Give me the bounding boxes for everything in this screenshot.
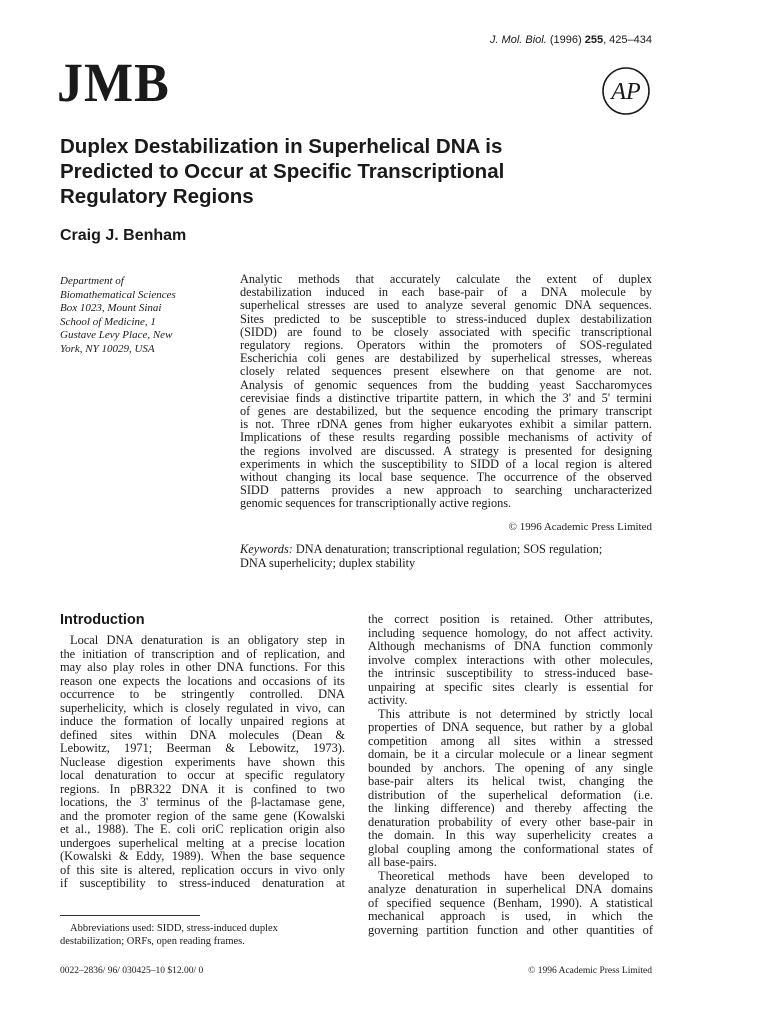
journal-logo: JMB	[57, 53, 170, 114]
body-line: defined sites within DNA molecules (Dean &	[60, 727, 345, 742]
affiliation-line: Biomathematical Sciences	[60, 288, 176, 301]
abstract-line: genomic sequences for transcriptionally active regions.	[240, 496, 512, 511]
body-line: and the promoter region of the same gene (Kowalski	[60, 808, 345, 823]
abstract-line: Analysis of genomic sequences from the budding yeast Saccharomyces	[240, 377, 652, 392]
author-affiliation	[60, 275, 235, 356]
body-line: competition among all sites within a stressed	[368, 733, 653, 748]
body-line: regions. In pBR322 DNA it is confined to two	[60, 781, 345, 796]
body-line: Although mechanisms of DNA function commonly	[368, 639, 653, 653]
abstract-line: regulatory regions. Operators within the promoters of SOS-regulated	[240, 338, 652, 353]
body-line: mechanical approach is used, in which the	[368, 909, 653, 923]
body-line: analyze denaturation in superhelical DNA domains	[368, 882, 653, 896]
body-line: occurrence to be stringently controlled. DNA	[60, 687, 345, 701]
section-heading: Introduction	[60, 612, 145, 628]
body-line: bounded by anchors. The opening of any single	[368, 760, 653, 775]
body-line: the correct position is retained. Other attributes,	[368, 612, 653, 626]
keywords	[240, 542, 652, 570]
affiliation-line: Gustave Levy Place, New	[60, 329, 173, 341]
journal-year: (1996)	[549, 34, 582, 46]
body-line: Lebowitz, 1971; Beerman & Lebowitz, 1973).	[60, 741, 345, 755]
body-line: distribution of the superhelical deformation (i.e.	[368, 787, 653, 802]
keywords-label: Keywords:	[240, 542, 293, 556]
body-line: all base-pairs.	[368, 855, 437, 869]
footer-issn: 0022–2836/ 96/ 030425–10 $12.00/ 0	[60, 966, 204, 976]
body-line: activity.	[368, 693, 408, 707]
body-line: unpairing at specific sites clearly is essential for	[368, 679, 653, 694]
journal-pages: , 425–434	[603, 34, 652, 46]
abstract-line: is not. Three rDNA genes from higher eukaryotes exhibit a similar pattern.	[240, 417, 652, 432]
body-line: the domain. In this way superhelicity creates a	[368, 828, 653, 842]
body-line: including sequence homology, do not affect activity.	[368, 625, 653, 640]
title-line: Duplex Destabilization in Superhelical DNA is	[60, 135, 503, 158]
body-column-left	[60, 634, 345, 891]
body-line: of this site is altered, replication occurs in vivo only	[60, 862, 345, 877]
publisher-logo-text: AP	[611, 79, 641, 105]
body-line: denaturation probability of every other base-pair in	[368, 814, 653, 829]
body-line: Theoretical methods have been developed to	[378, 868, 653, 883]
abstract-line: the regions involved are discussed. A strategy is presented for designing	[240, 443, 652, 458]
abstract-line: Analytic methods that accurately calculate the extent of duplex	[240, 272, 652, 286]
affiliation-line: School of Medicine, 1	[60, 315, 156, 328]
body-line: governing partition function and other quantities of	[368, 922, 653, 937]
abstract-line: superhelical stresses are used to analyze several genomic DNA sequences.	[240, 298, 652, 313]
footnote-divider	[60, 915, 200, 916]
author-name: Craig J. Benham	[60, 227, 187, 244]
abstract-line: destabilization induced in each base-pair of a DNA molecule by	[240, 285, 652, 300]
footnote-line: destabilization; ORFs, open reading frames.	[60, 936, 245, 947]
abstract	[240, 273, 652, 511]
body-line: superhelicity, which is closely regulated in vivo, can	[60, 700, 345, 715]
abstract-line: (SIDD) are found to be closely associated with specific transcriptional	[240, 324, 652, 339]
body-line: Nuclease digestion experiments have shown this	[60, 754, 345, 769]
title-line: Predicted to Occur at Specific Transcriptional	[60, 160, 505, 183]
body-line: if susceptibility to stress-induced denaturation at	[60, 876, 345, 890]
body-line: the initiation of transcription and of replication, and	[60, 646, 345, 661]
abstract-line: without changing its local base sequence. The occurrence of the observed	[240, 470, 652, 485]
body-line: reason one expects the locations and occasions of its	[60, 673, 345, 688]
body-line: of specified sequence (Benham, 1990). A statistical	[368, 895, 653, 910]
body-line: base-pair alters its helical twist, changing the	[368, 774, 653, 788]
abstract-line: closely related sequences present elsewhere on that genome are not.	[240, 364, 652, 379]
footnote-line: Abbreviations used: SIDD, stress-induced duplex	[70, 923, 278, 934]
body-line: undergoes superhelical melting at a precise location	[60, 835, 345, 850]
body-line: the linking difference) and thereby affecting the	[368, 801, 653, 815]
abstract-line: Sites predicted to be susceptible to stress-induced duplex destabilization	[240, 311, 652, 326]
body-line: local denaturation to occur at specific regulatory	[60, 768, 345, 782]
body-line: (Kowalski & Eddy, 1989). When the base sequence	[60, 849, 345, 863]
journal-abbrev: J. Mol. Biol.	[489, 34, 547, 46]
title-line: Regulatory Regions	[60, 185, 254, 208]
journal-volume: 255	[584, 34, 604, 46]
body-line: domain, be it a circular molecule or a linear segment	[368, 747, 653, 761]
abstract-copyright: © 1996 Academic Press Limited	[508, 521, 652, 533]
body-line: the intrinsic susceptibility to stress-induced base-	[368, 666, 653, 680]
body-line: properties of DNA sequence, but rather by a global	[368, 720, 653, 734]
abstract-line: Escherichia coli genes are destabilized by superhelical stresses, whereas	[240, 351, 652, 366]
body-line: Local DNA denaturation is an obligatory step in	[70, 633, 345, 647]
keywords-line: DNA denaturation; transcriptional regulation; SOS regulation;	[295, 542, 603, 556]
keywords-line: DNA superhelicity; duplex stability	[240, 556, 416, 570]
body-line: et al., 1988). The E. coli oriC replication origin also	[60, 822, 345, 836]
affiliation-line: York, NY 10029, USA	[60, 342, 155, 355]
ap-monogram-icon	[601, 66, 651, 116]
body-line: may also play roles in other DNA functions. For this	[60, 660, 345, 674]
body-column-right	[368, 613, 653, 937]
body-line: This attribute is not determined by strictly local	[378, 706, 653, 721]
journal-citation	[490, 34, 652, 46]
affiliation-line: Box 1023, Mount Sinai	[60, 302, 162, 314]
abstract-line: SIDD patterns provides a new approach to searching uncharacterized	[240, 483, 652, 498]
article-title	[60, 134, 620, 209]
footnote	[60, 922, 345, 948]
abstract-line: of genes are destabilized, but the sequence encoding the primary transcript	[240, 404, 652, 419]
body-line: locations, the 3' terminus of the β-lactamase gene,	[60, 795, 345, 809]
abstract-line: experiments in which the susceptibility to SIDD of a local region is altered	[240, 456, 652, 471]
abstract-line: cerevisiae finds a distinctive tripartite pattern, in which the 3' and 5' termini	[240, 390, 652, 405]
body-line: global coupling among the conformational states of	[368, 841, 653, 856]
body-line: induce the formation of locally unpaired regions at	[60, 714, 345, 728]
body-line: involve complex interactions with other molecules,	[368, 652, 653, 667]
abstract-line: Implications of these results regarding possible mechanisms of activity of	[240, 430, 652, 445]
footer-copyright: © 1996 Academic Press Limited	[528, 966, 652, 976]
affiliation-line: Department of	[60, 275, 124, 287]
